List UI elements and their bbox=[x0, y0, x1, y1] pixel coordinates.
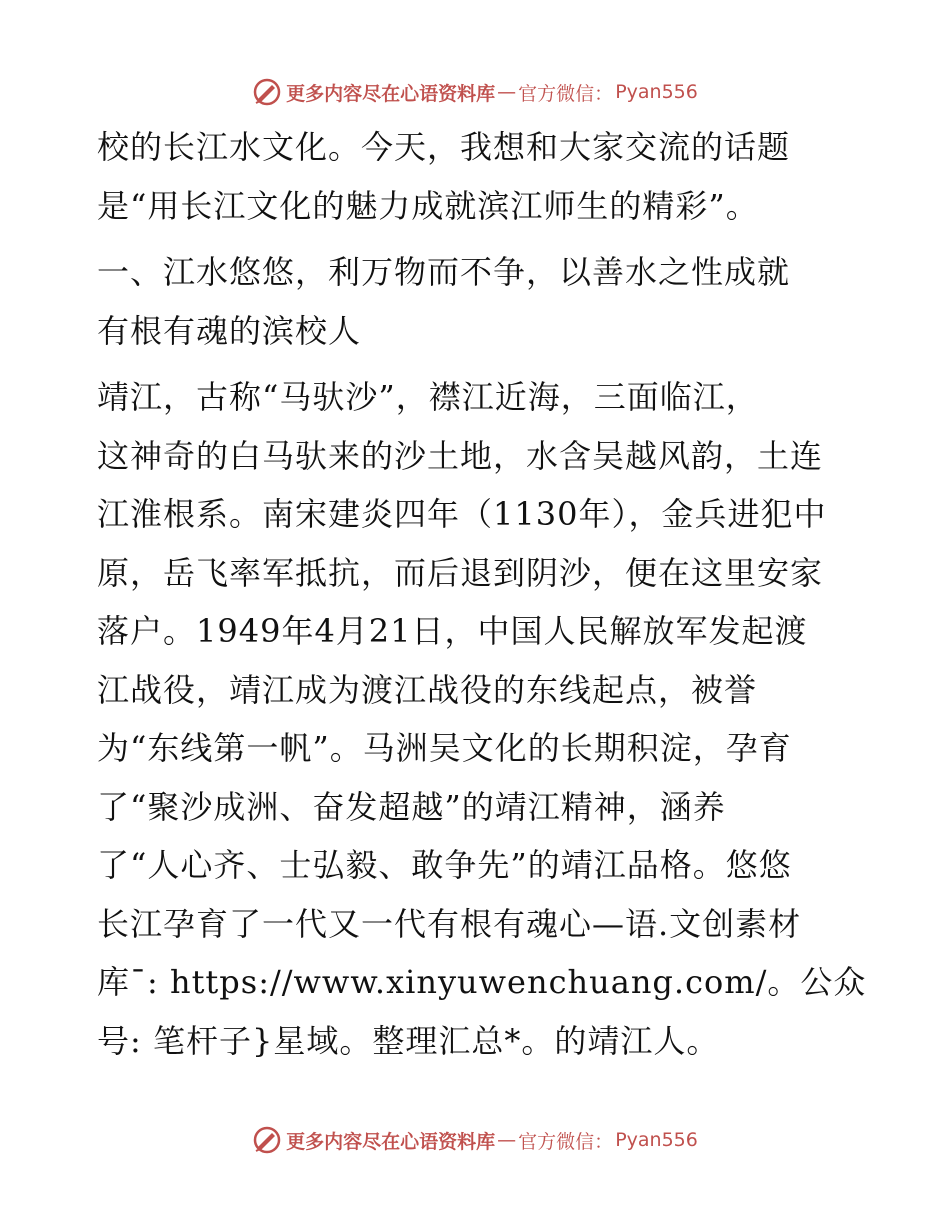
text-line: 这神奇的白马驮来的沙土地，水含吴越风韵，土连 bbox=[97, 436, 824, 475]
watermark-line bbox=[252, 1125, 698, 1155]
text-line: 为“东线第一帆”。马洲吴文化的长期积淀，孕育 bbox=[97, 729, 792, 767]
text-line: 靖江，古称“马驮沙”，襟江近海，三面临江， bbox=[97, 378, 759, 416]
watermark-line bbox=[252, 77, 698, 107]
text-line: 是“用长江文化的魅力成就滨江师生的精彩”。 bbox=[97, 186, 759, 225]
text-line: 江淮根系。南宋建炎四年（1130年），金兵进犯中 bbox=[97, 495, 827, 533]
watermark-dash: — bbox=[497, 1129, 517, 1151]
section-heading bbox=[97, 243, 857, 360]
watermark-site-name: 更多内容尽在心语资料库 bbox=[286, 1130, 496, 1153]
text-line: 江战役，靖江成为渡江战役的东线起点，被誉 bbox=[97, 670, 758, 709]
watermark-dash: — bbox=[497, 81, 517, 103]
text-line: 长江孕育了一代又一代有根有魂心—语.文创素材 bbox=[97, 904, 802, 943]
text-line: 号: 笔杆子}星域。整理汇总*。的靖江人。 bbox=[97, 1021, 720, 1060]
heading-line: 一、江水悠悠，利万物而不争，以善水之性成就 bbox=[97, 253, 791, 291]
text-line: 了“人心齐、士弘毅、敢争先”的靖江品格。悠悠 bbox=[97, 846, 792, 884]
text-line: 原，岳飞率军抵抗，而后退到阴沙，便在这里安家 bbox=[97, 553, 824, 592]
text-line: 了“聚沙成洲、奋发超越”的靖江精神，涵养 bbox=[97, 787, 726, 826]
paragraph-intro bbox=[97, 118, 857, 235]
pen-circle-logo-icon bbox=[252, 77, 282, 107]
text-line: 落户。1949年4月21日，中国人民解放军发起渡 bbox=[97, 612, 808, 650]
text-line: 校的长江水文化。今天，我想和大家交流的话题 bbox=[97, 128, 791, 166]
paragraph-jingjiang bbox=[97, 368, 867, 1070]
footer-watermark bbox=[0, 1120, 950, 1160]
pen-circle-logo-icon bbox=[252, 1125, 282, 1155]
text-line: 库¯: https://www.xinyuwenchuang.com/。公众 bbox=[97, 963, 867, 1001]
watermark-wechat-id: Pyan556 bbox=[615, 1129, 698, 1151]
watermark-official-label: 官方微信： bbox=[518, 82, 614, 105]
header-watermark bbox=[0, 72, 950, 112]
watermark-wechat-id: Pyan556 bbox=[615, 81, 698, 103]
watermark-official-label: 官方微信： bbox=[518, 1130, 614, 1153]
document-body bbox=[97, 118, 867, 1070]
watermark-site-name: 更多内容尽在心语资料库 bbox=[286, 82, 496, 105]
heading-line: 有根有魂的滨校人 bbox=[97, 311, 362, 350]
